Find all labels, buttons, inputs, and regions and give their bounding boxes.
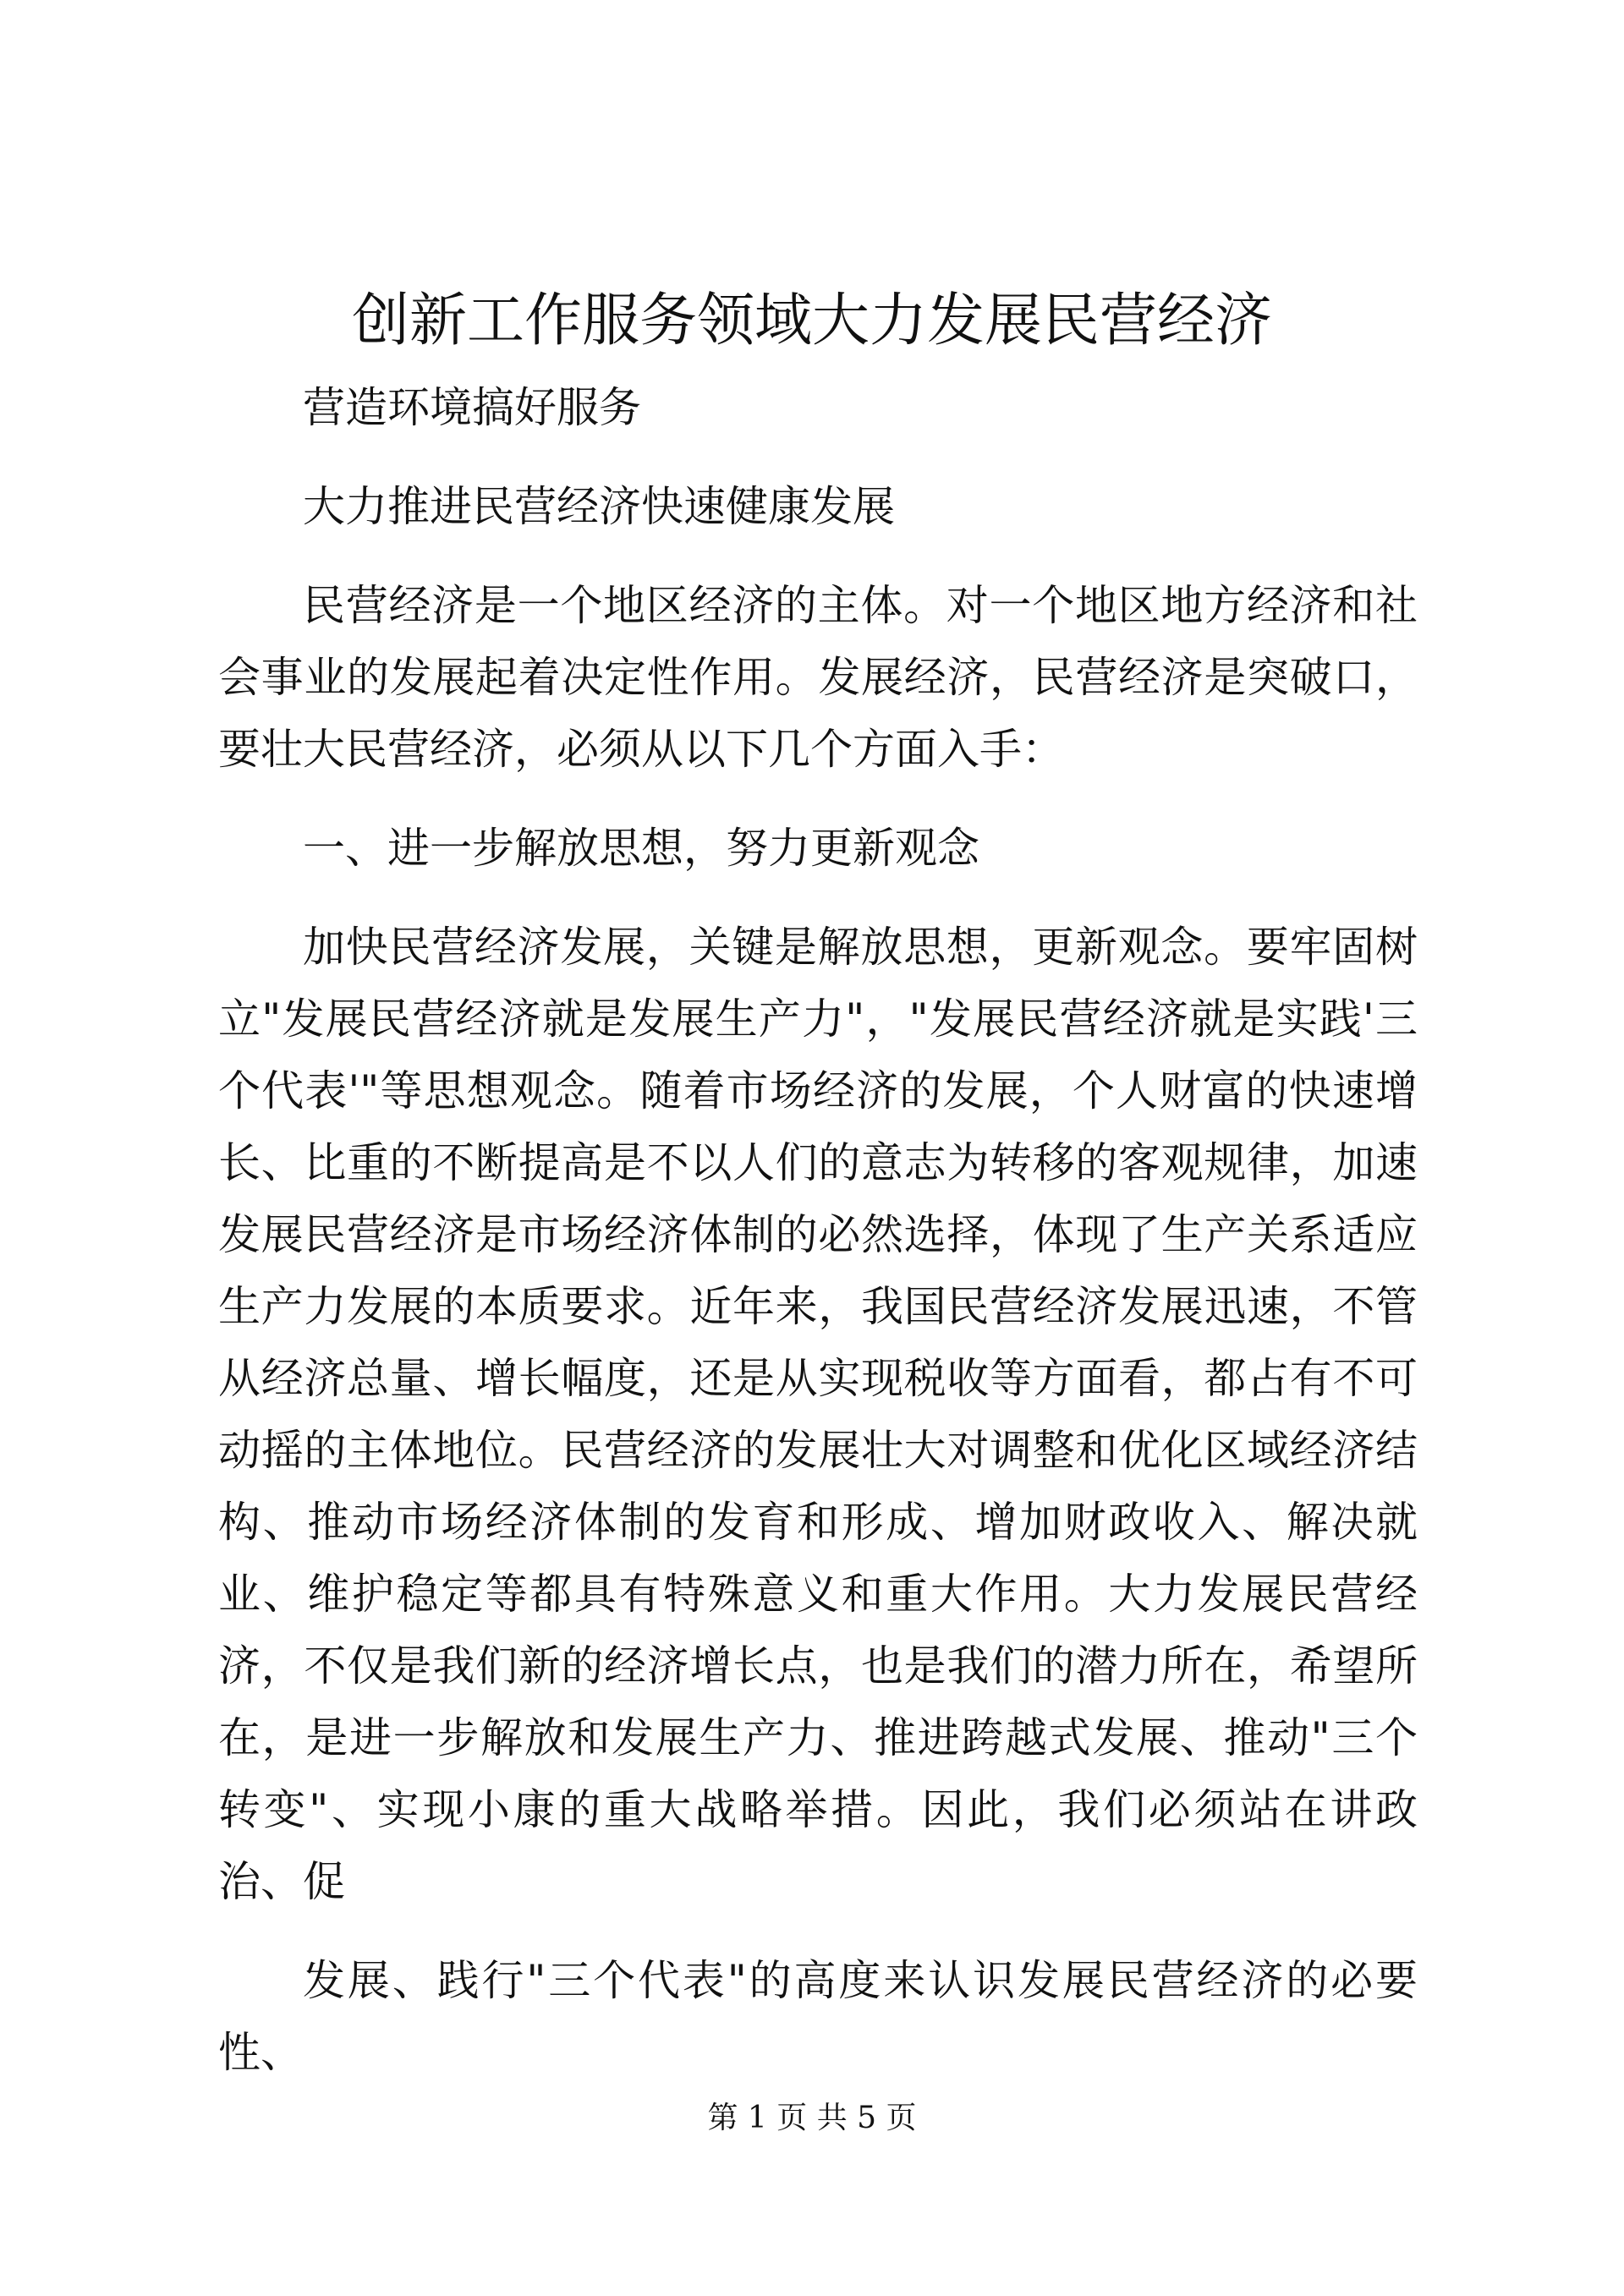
paragraph-subtitle-1: 营造环境搞好服务 <box>303 383 641 432</box>
section-heading-1: 一、进一步解放思想，努力更新观念 <box>303 824 979 873</box>
paragraph-subtitle-2: 大力推进民营经济快速健康发展 <box>303 482 895 531</box>
page-number-footer: 第 1 页 共 5 页 <box>707 2101 917 2135</box>
document-title: 创新工作服务领域大力发展民营经济 <box>351 288 1272 354</box>
paragraph-section-1: 加快民营经济发展，关键是解放思想，更新观念。要牢固树立"发展民营经济就是发展生产力"，"发展民营经济就是实践'三个代表'"等思想观念。随着市场经济的发展，个人财富的快速增长、比重的不断提高是不以人们的意志为转移的客观规律，加速发展民营经济是市场经济体制的必然选择，体现了生产关系适应生产力发展的本质要求。近年来，我国民营经济发展迅速，不管从经济总量、增长幅度，还是从实现税收等方面看，都占有不可动摇的主体地位。民营经济的发展壮大对调整和优化区域经济结构、推动市场经济体制的发育和形成、增加财政收入、解决就业、维护稳定等都具有特殊意义和重大作用。大力发展民营经济，不仅是我们新的经济增长点，也是我们的潜力所在，希望所在，是进一步解放和发展生产力、推进跨越式发展、推动"三个转变"、实现小康的重大战略举措。因此，我们必须站在讲政治、促 <box>218 923 1418 1906</box>
document-body <box>218 372 1418 2089</box>
paragraph-intro: 民营经济是一个地区经济的主体。对一个地区地方经济和社会事业的发展起着决定性作用。发展经济，民营经济是突破口，要壮大民营经济，必须从以下几个方面入手： <box>218 581 1418 774</box>
paragraph-continued: 发展、践行"三个代表"的高度来认识发展民营经济的必要性、 <box>218 1956 1418 2077</box>
